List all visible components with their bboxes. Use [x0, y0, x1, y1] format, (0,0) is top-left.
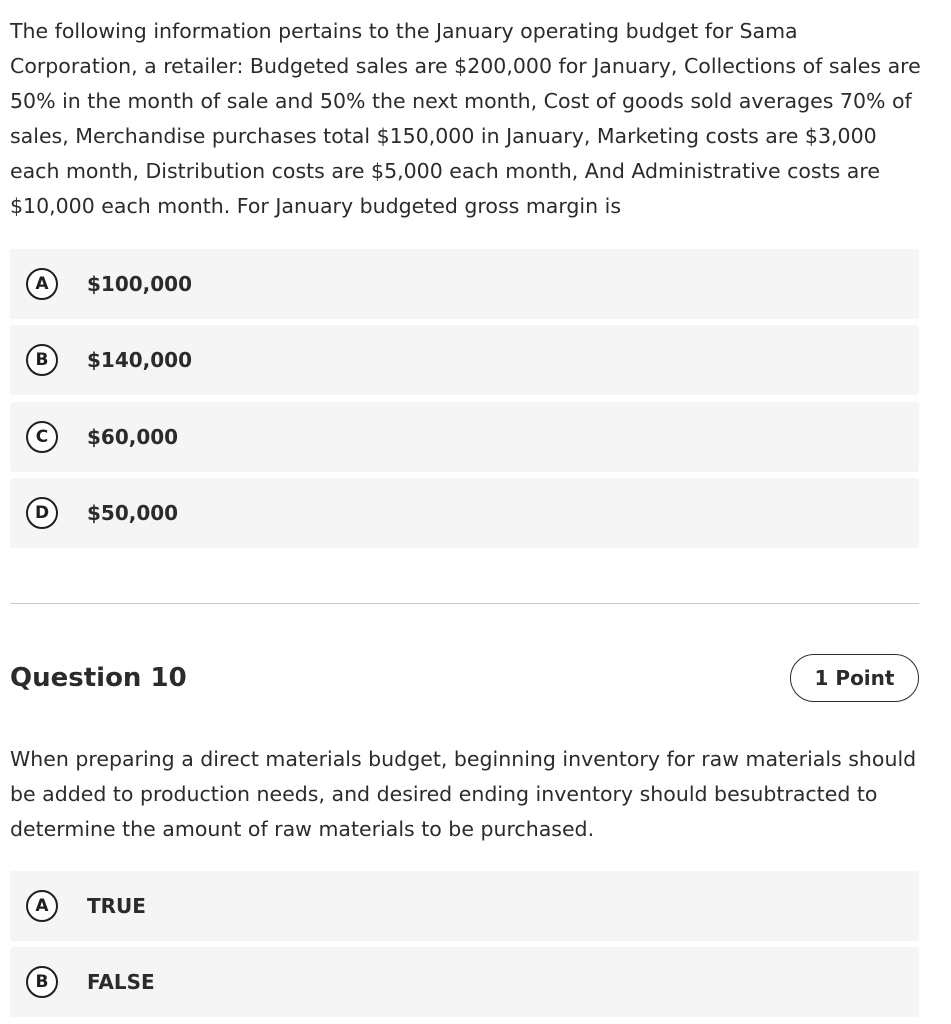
option-label: $50,000: [87, 501, 179, 525]
q9-option-c[interactable]: [10, 402, 919, 472]
option-label: $100,000: [87, 272, 193, 296]
option-letter-badge: C: [26, 421, 58, 453]
option-letter-badge: D: [26, 497, 58, 529]
option-letter-badge: B: [26, 344, 58, 376]
option-letter-badge: B: [26, 966, 58, 998]
question-title: Question 10: [10, 663, 187, 693]
option-label: FALSE: [87, 970, 155, 994]
question-9-text: The following information pertains to the January operating budget for Sama Corporation, a retailer: Budgeted sales are $200,000 for January, Collections of sales are 50% in the month of sale and 50% the next month, Cost of goods sold averages 70% of sales, Merchandise purchases total $150,000 in January, Marketing costs are $3,000 each month, Distribution costs are $5,000 each month, And Administrative costs are $10,000 each month. For January budgeted gross margin is: [10, 19, 921, 218]
q10-option-a[interactable]: [10, 871, 919, 941]
option-label: TRUE: [87, 894, 146, 918]
q9-option-d[interactable]: [10, 478, 919, 548]
option-label: $60,000: [87, 425, 179, 449]
q9-option-b[interactable]: [10, 325, 919, 395]
option-label: $140,000: [87, 348, 193, 372]
q10-option-b[interactable]: [10, 947, 919, 1017]
question-10-text: When preparing a direct materials budget, beginning inventory for raw materials should be added to production needs, and desired ending inventory should besubtracted to determine the amount of raw materials to be purchased.: [10, 747, 917, 841]
option-letter-badge: A: [26, 268, 58, 300]
question-divider: [10, 603, 919, 604]
option-letter-badge: A: [26, 890, 58, 922]
q9-option-a[interactable]: [10, 249, 919, 319]
points-badge: 1 Point: [790, 654, 919, 702]
